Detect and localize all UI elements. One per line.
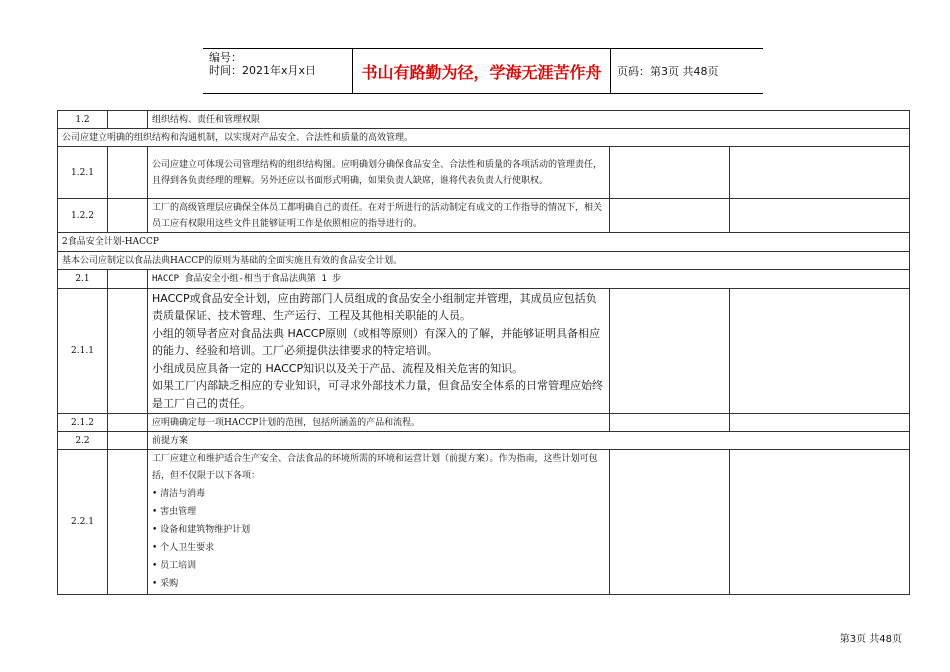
clause-number: 2.1.1 bbox=[58, 289, 108, 414]
clause-number: 2.2.1 bbox=[58, 450, 108, 595]
clause-number: 1.2.2 bbox=[58, 199, 108, 233]
list-item: • 设备和建筑物维护计划 bbox=[152, 521, 605, 539]
table-row bbox=[58, 111, 910, 129]
section-statement: 公司应建立明确的组织结构和沟通机制，以实现对产品安全、合法性和质量的高效管理。 bbox=[58, 129, 910, 147]
page-info: 页码：第3页 共48页 bbox=[617, 65, 719, 78]
section-title: 组织结构、责任和管理权限 bbox=[148, 111, 910, 129]
time-label: 时间：2021年x月x日 bbox=[209, 64, 317, 77]
section-heading: 2食品安全计划-HACCP bbox=[58, 233, 910, 252]
section-statement: 基本公司应制定以食品法典HACCP的原则为基础的全面实施且有效的食品安全计划。 bbox=[58, 252, 910, 270]
table-row bbox=[58, 147, 910, 199]
blank-cell bbox=[730, 147, 910, 199]
clause-text bbox=[148, 289, 610, 414]
blank-cell bbox=[610, 199, 730, 233]
paragraph: 小组成员应具备一定的 HACCP知识以及关于产品、流程及相关危害的知识。 bbox=[152, 361, 524, 375]
page-footer: 第3页 共48页 bbox=[839, 634, 902, 645]
clause-number: 2.1.2 bbox=[58, 414, 108, 432]
prerequisite-list bbox=[152, 485, 605, 593]
list-item: • 清洁与消毒 bbox=[152, 485, 605, 503]
clause-number: 1.2 bbox=[58, 111, 108, 129]
paragraph: 小组的领导者应对食品法典 HACCP原则（或相等原则）有深入的了解，并能够证明具备相应的能力、经验和培训。工厂必须提供法律要求的特定培训。 bbox=[152, 326, 601, 358]
section-title: HACCP 食品安全小组-相当于食品法典第 1 步 bbox=[148, 270, 910, 289]
table-row bbox=[58, 450, 910, 595]
requirements-table bbox=[57, 110, 910, 595]
paragraph: HACCP或食品安全计划，应由跨部门人员组成的食品安全小组制定并管理，其成员应包括负责质量保证、技术管理、生产运行、工程及其他相关职能的人员。 bbox=[152, 291, 597, 323]
blank-cell bbox=[730, 199, 910, 233]
header-meta bbox=[203, 49, 353, 93]
clause-text: 公司应建立可体现公司管理结构的组织结构图。应明确划分确保食品安全、合法性和质量的各项活动的管理责任，且得到各负责经理的理解。另外还应以书面形式明确，如果负责人缺席，谁将代表负责人行使职权。 bbox=[148, 147, 610, 199]
section-title: 前提方案 bbox=[148, 432, 910, 450]
list-item: • 个人卫生要求 bbox=[152, 539, 605, 557]
table-row bbox=[58, 270, 910, 289]
blank-cell bbox=[610, 450, 730, 595]
blank-cell bbox=[730, 414, 910, 432]
page-header bbox=[203, 48, 763, 94]
table-row bbox=[58, 432, 910, 450]
table-row bbox=[58, 252, 910, 270]
list-item: • 员工培训 bbox=[152, 557, 605, 575]
table-row bbox=[58, 289, 910, 414]
list-item: • 采购 bbox=[152, 575, 605, 593]
clause-text: 工厂的高级管理层应确保全体员工都明确自己的责任。在对于所进行的活动制定有成文的工作指导的情况下，相关员工应有权限用这些文件且能够证明工作是依照相应的指导进行的。 bbox=[148, 199, 610, 233]
table-row bbox=[58, 233, 910, 252]
table-row bbox=[58, 414, 910, 432]
clause-number: 2.1 bbox=[58, 270, 108, 289]
clause-number: 2.2 bbox=[58, 432, 108, 450]
paragraph: 如果工厂内部缺乏相应的专业知识，可寻求外部技术力量，但食品安全体系的日常管理应始终是工厂自己的责任。 bbox=[152, 379, 603, 410]
blank-cell bbox=[730, 289, 910, 414]
table-row bbox=[58, 199, 910, 233]
code-label: 编号： bbox=[209, 51, 242, 64]
blank-cell bbox=[730, 450, 910, 595]
clause-number: 1.2.1 bbox=[58, 147, 108, 199]
table-row bbox=[58, 129, 910, 147]
blank-cell bbox=[610, 289, 730, 414]
clause-text bbox=[148, 450, 610, 595]
paragraph: 工厂应建立和维护适合生产安全、合法食品的环境所需的环境和运营计划（前提方案）。作为指南，这些计划可包括，但不仅限于以下各项： bbox=[152, 454, 598, 481]
blank-cell bbox=[610, 147, 730, 199]
blank-cell bbox=[610, 414, 730, 432]
motto: 书山有路勤为径，学海无涯苦作舟 bbox=[353, 49, 611, 93]
clause-text: 应明确确定每一项HACCP计划的范围，包括所涵盖的产品和流程。 bbox=[148, 414, 610, 432]
list-item: • 害虫管理 bbox=[152, 503, 605, 521]
